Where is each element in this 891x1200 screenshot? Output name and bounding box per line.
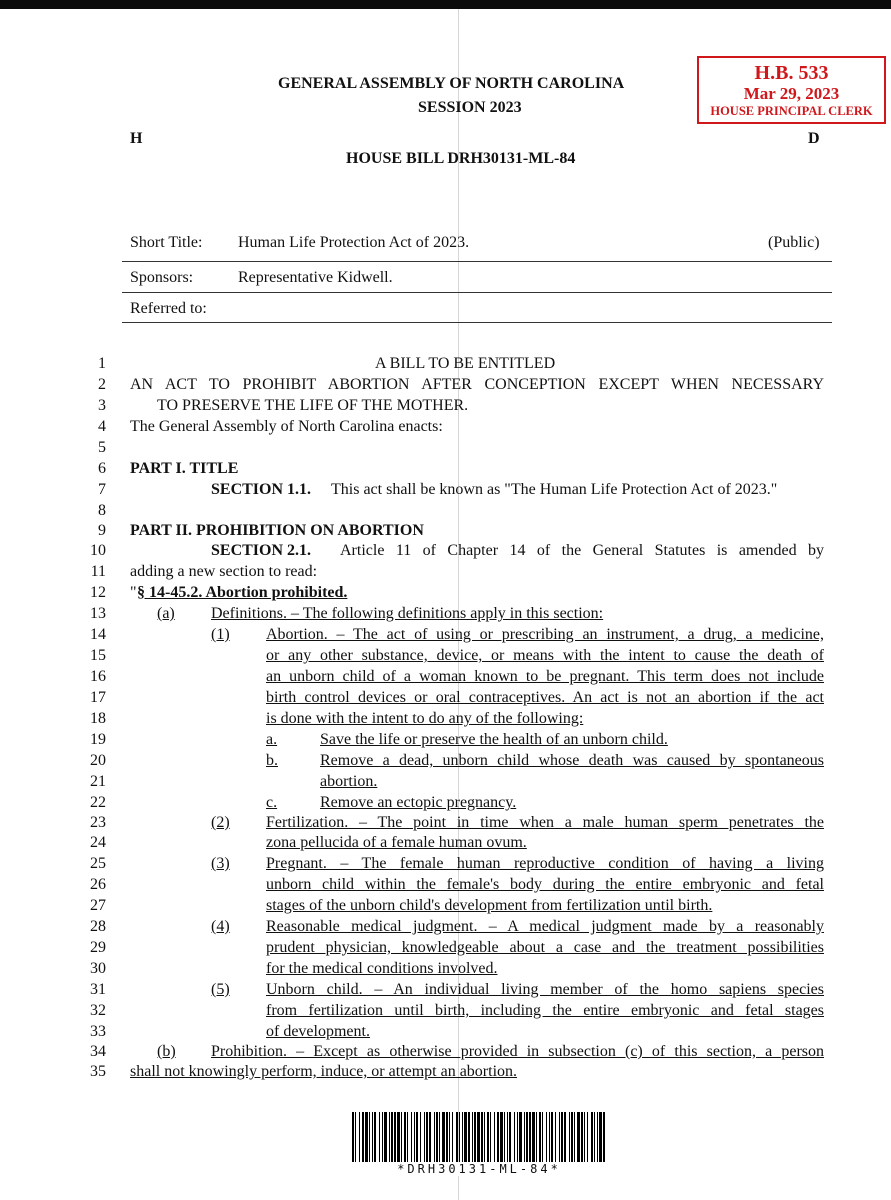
item-text: birth control devices or oral contraceptives. An act is not an abortion if the act <box>266 689 824 706</box>
line-number: 23 <box>90 814 106 831</box>
line-number: 6 <box>98 460 106 477</box>
section-label: SECTION 1.1. <box>211 481 312 498</box>
public-label: (Public) <box>768 234 820 251</box>
line-number: 16 <box>90 668 106 685</box>
item-text: stages of the unborn child's development from fertilization until birth. <box>266 897 713 914</box>
line-number: 9 <box>98 522 106 539</box>
bill-heading: A BILL TO BE ENTITLED <box>375 355 556 372</box>
line-number: 24 <box>90 834 106 851</box>
short-title-label: Short Title: <box>130 234 203 251</box>
line-number: 8 <box>98 502 106 519</box>
line-number: 19 <box>90 731 106 748</box>
part-heading: PART I. TITLE <box>130 460 239 477</box>
enacting-clause: The General Assembly of North Carolina enacts: <box>130 418 443 435</box>
line-number: 22 <box>90 794 106 811</box>
short-title-value: Human Life Protection Act of 2023. <box>238 234 470 251</box>
chamber-right: D <box>808 130 820 147</box>
meta-rule <box>122 322 832 323</box>
line-number: 7 <box>98 481 106 498</box>
subitem-marker: c. <box>266 794 278 811</box>
item-text: from fertilization until birth, including the entire embryonic and fetal stages <box>266 1002 824 1019</box>
item-text: an unborn child of a woman known to be pregnant. This term does not include <box>266 668 824 685</box>
line-number: 30 <box>90 960 106 977</box>
line-number: 2 <box>98 376 106 393</box>
item-text: Fertilization. – The point in time when a male human sperm penetrates the <box>266 814 824 831</box>
statute-heading: § 14-45.2. Abortion prohibited. <box>137 584 348 601</box>
line-number: 5 <box>98 439 106 456</box>
line-number: 3 <box>98 397 106 414</box>
item-text: zona pellucida of a female human ovum. <box>266 834 527 851</box>
line-number: 14 <box>90 626 106 643</box>
stamp-bill-number: H.B. 533 <box>754 62 829 84</box>
section-text: adding a new section to read: <box>130 563 318 580</box>
line-number: 11 <box>90 563 106 580</box>
subsection-marker: (a) <box>157 605 175 622</box>
item-marker: (3) <box>211 855 230 872</box>
line-number: 27 <box>90 897 106 914</box>
meta-rule <box>122 261 832 262</box>
subitem-text: abortion. <box>320 773 378 790</box>
subitem-marker: b. <box>266 752 278 769</box>
line-number: 4 <box>98 418 106 435</box>
line-number: 28 <box>90 918 106 935</box>
subsection-text: shall not knowingly perform, induce, or attempt an abortion. <box>130 1063 518 1080</box>
assembly-title: GENERAL ASSEMBLY OF NORTH CAROLINA <box>278 75 625 92</box>
item-text: prudent physician, knowledgeable about a case and the treatment possibilities <box>266 939 824 956</box>
line-number: 10 <box>90 542 106 559</box>
item-marker: (5) <box>211 981 230 998</box>
line-number: 13 <box>90 605 106 622</box>
bill-id: HOUSE BILL DRH30131-ML-84 <box>346 150 576 167</box>
subitem-text: Remove an ectopic pregnancy. <box>320 794 517 811</box>
item-text: unborn child within the female's body during the entire embryonic and fetal <box>266 876 824 893</box>
referred-label: Referred to: <box>130 300 207 317</box>
line-number: 34 <box>90 1043 106 1060</box>
stamp-clerk: HOUSE PRINCIPAL CLERK <box>710 104 873 118</box>
session-title: SESSION 2023 <box>418 99 522 116</box>
sponsors-value: Representative Kidwell. <box>238 269 393 286</box>
subsection-marker: (b) <box>157 1043 176 1060</box>
line-number: 33 <box>90 1023 106 1040</box>
subitem-marker: a. <box>266 731 278 748</box>
meta-rule <box>122 292 832 293</box>
item-marker: (4) <box>211 918 230 935</box>
line-number: 32 <box>90 1002 106 1019</box>
line-number: 31 <box>90 981 106 998</box>
top-border <box>0 0 891 9</box>
line-number: 25 <box>90 855 106 872</box>
chamber-left: H <box>130 130 143 147</box>
act-title-line: TO PRESERVE THE LIFE OF THE MOTHER. <box>157 397 469 414</box>
item-text: Unborn child. – An individual living member of the homo sapiens species <box>266 981 824 998</box>
open-quote: " <box>130 584 137 601</box>
section-text: Article 11 of Chapter 14 of the General Statutes is amended by <box>340 542 824 559</box>
item-marker: (2) <box>211 814 230 831</box>
item-text: or any other substance, device, or means with the intent to cause the death of <box>266 647 824 664</box>
line-number: 18 <box>90 710 106 727</box>
line-number: 35 <box>90 1063 106 1080</box>
subsection-text: Prohibition. – Except as otherwise provided in subsection (c) of this section, a person <box>211 1043 824 1060</box>
line-number: 1 <box>98 355 106 372</box>
line-number: 17 <box>90 689 106 706</box>
subitem-text: Save the life or preserve the health of an unborn child. <box>320 731 668 748</box>
line-number: 26 <box>90 876 106 893</box>
barcode-text: *DRH30131-ML-84* <box>350 1162 608 1176</box>
line-number: 15 <box>90 647 106 664</box>
item-marker: (1) <box>211 626 230 643</box>
sponsors-label: Sponsors: <box>130 269 194 286</box>
item-text: Abortion. – The act of using or prescribing an instrument, a drug, a medicine, <box>266 626 824 643</box>
line-number: 21 <box>90 773 106 790</box>
line-number: 29 <box>90 939 106 956</box>
line-number: 12 <box>90 584 106 601</box>
subitem-text: Remove a dead, unborn child whose death was caused by spontaneous <box>320 752 824 769</box>
item-text: Pregnant. – The female human reproductive condition of having a living <box>266 855 824 872</box>
stamp-date: Mar 29, 2023 <box>743 84 840 103</box>
line-number: 20 <box>90 752 106 769</box>
item-text: for the medical conditions involved. <box>266 960 498 977</box>
section-label: SECTION 2.1. <box>211 542 312 559</box>
item-text: is done with the intent to do any of the following: <box>266 710 584 727</box>
section-text: This act shall be known as "The Human Life Protection Act of 2023." <box>331 481 778 498</box>
item-text: of development. <box>266 1023 370 1040</box>
subsection-text: Definitions. – The following definitions apply in this section: <box>211 605 604 622</box>
part-heading: PART II. PROHIBITION ON ABORTION <box>130 522 424 539</box>
act-title-line: AN ACT TO PROHIBIT ABORTION AFTER CONCEPTION EXCEPT WHEN NECESSARY <box>130 376 824 393</box>
clerk-stamp <box>697 56 886 124</box>
item-text: Reasonable medical judgment. – A medical judgment made by a reasonably <box>266 918 824 935</box>
